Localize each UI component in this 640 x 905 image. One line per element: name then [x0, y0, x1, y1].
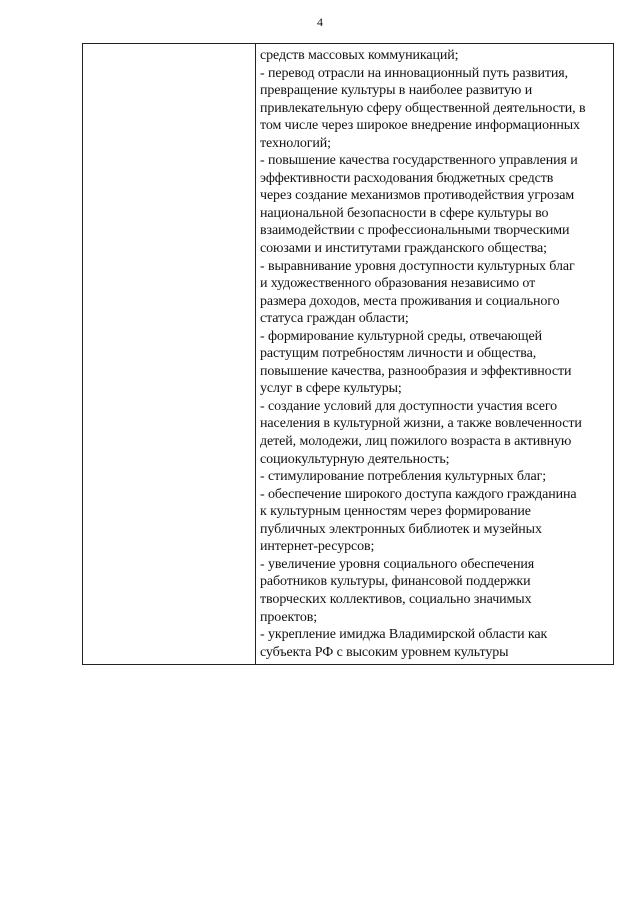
text-line: публичных электронных библиотек и музейных: [260, 521, 542, 537]
text-line: растущим потребностям личности и общества,: [260, 346, 537, 362]
text-line: взаимодействии с профессиональными творческими: [260, 223, 570, 239]
text-line: субъекта РФ с высоким уровнем культуры: [260, 644, 509, 660]
text-line: услуг в сфере культуры;: [260, 381, 402, 397]
text-line: эффективности расходования бюджетных средств: [260, 170, 554, 186]
text-line: - формирование культурной среды, отвечающей: [260, 328, 542, 344]
text-line: средств массовых коммуникаций;: [260, 48, 459, 63]
table-cell-right: [256, 44, 613, 664]
text-line: размера доходов, места проживания и социального: [260, 293, 560, 309]
text-line: - укрепление имиджа Владимирской области как: [260, 627, 548, 643]
text-line: том числе через широкое внедрение информационных: [260, 118, 580, 134]
text-line: детей, молодежи, лиц пожилого возраста в активную: [260, 434, 572, 450]
text-line: - повышение качества государственного управления и: [260, 153, 578, 169]
text-line: работников культуры, финансовой поддержки: [260, 574, 531, 590]
text-line: повышение качества, разнообразия и эффективности: [260, 363, 572, 379]
page-number: 4: [317, 15, 323, 29]
text-line: проектов;: [260, 609, 318, 625]
text-line: - стимулирование потребления культурных благ;: [260, 469, 547, 485]
text-line: союзами и институтами гражданского общества;: [260, 241, 547, 257]
document-table: [82, 43, 614, 665]
text-line: - перевод отрасли на инновационный путь развития,: [260, 65, 569, 81]
text-line: интернет-ресурсов;: [260, 539, 375, 555]
text-line: - обеспечение широкого доступа каждого гражданина: [260, 486, 577, 502]
text-line: - создание условий для доступности участия всего: [260, 398, 558, 414]
text-line: населения в культурной жизни, а также вовлеченности: [260, 416, 582, 432]
text-line: социокультурную деятельность;: [260, 451, 450, 467]
text-line: - увеличение уровня социального обеспечения: [260, 556, 535, 572]
text-line: технологий;: [260, 135, 331, 151]
text-line: привлекательную сферу общественной деятельности, в: [260, 100, 586, 116]
table-cell-left: [83, 44, 256, 664]
text-line: и художественного образования независимо от: [260, 276, 536, 292]
text-line: национальной безопасности в сфере культуры во: [260, 205, 549, 221]
text-line: творческих коллективов, социально значимых: [260, 591, 532, 607]
text-line: к культурным ценностям через формирование: [260, 504, 531, 520]
text-line: превращение культуры в наиболее развитую и: [260, 83, 533, 99]
text-line: - выравнивание уровня доступности культурных благ: [260, 258, 575, 274]
text-line: статуса граждан области;: [260, 311, 409, 327]
text-line: через создание механизмов противодействия угрозам: [260, 188, 575, 204]
